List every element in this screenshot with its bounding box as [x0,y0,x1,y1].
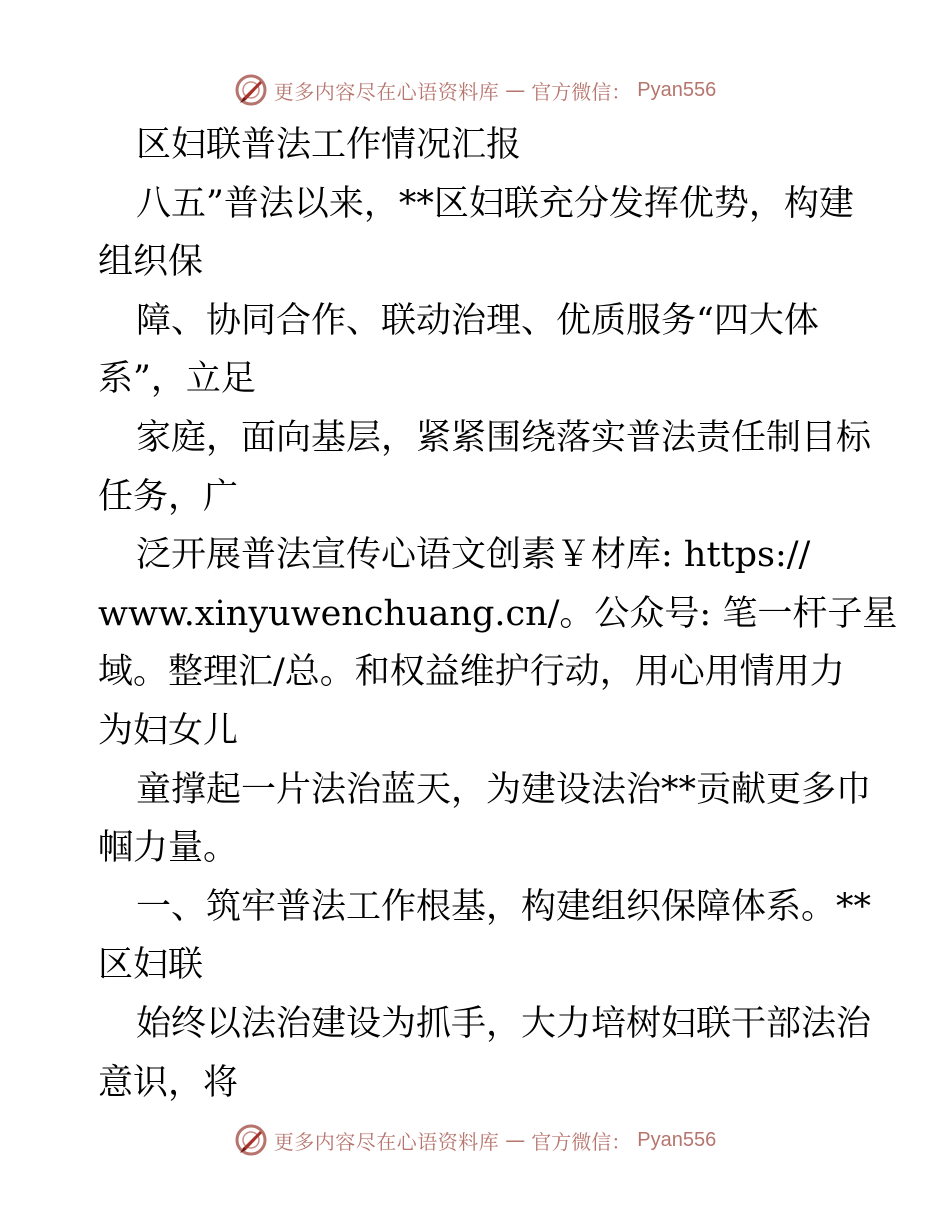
paragraph-line: 域。整理汇/总。和权益维护行动，用心用情用力 [98,652,845,693]
watermark-text: 更多内容尽在心语资料库 [273,1129,500,1154]
paragraph-line: 组织保 [98,242,204,283]
section-heading-line: 区妇联 [98,945,204,986]
watermark-wechat-id: Pyan556 [637,78,717,101]
paragraph-line: www.xinyuwenchuang.cn/。公众号: 笔一杆子星 [98,593,898,634]
paragraph-line: 为妇女儿 [98,710,239,751]
footer-watermark [0,1120,950,1160]
paragraph-line: 始终以法治建设为抓手，大力培树妇联干部法治 [136,1003,872,1044]
document-title: 区妇联普法工作情况汇报 [136,125,522,165]
paragraph-line: 障、协同合作、联动治理、优质服务“四大体 [136,300,819,341]
paragraph-line: 帼力量。 [98,828,239,869]
watermark-wechat-id: Pyan556 [637,1128,717,1151]
quill-pen-logo-icon [234,73,268,107]
watermark-text: 更多内容尽在心语资料库 [273,79,500,104]
paragraph-line: 任务，广 [98,476,239,517]
header-watermark [0,70,950,110]
paragraph-line: 泛开展普法宣传心语文创素￥材库: https:// [136,535,811,576]
watermark-wechat-label: 官方微信： [531,79,632,104]
paragraph-line: 家庭，面向基层，紧紧围绕落实普法责任制目标 [136,417,872,458]
paragraph-line: 童撑起一片法治蓝天，为建设法治**贡献更多巾 [136,769,872,810]
paragraph-line: 八五”普法以来，**区妇联充分发挥优势，构建 [136,183,854,224]
paragraph-line: 系”，立足 [98,359,256,400]
document-body [98,116,898,1112]
section-heading-line: 一、筑牢普法工作根基，构建组织保障体系。** [136,886,872,927]
paragraph-line: 意识，将 [98,1062,239,1103]
watermark-separator: — [505,1128,526,1152]
watermark-separator: — [505,78,526,102]
watermark-wechat-label: 官方微信： [531,1129,632,1154]
quill-pen-logo-icon [234,1123,268,1157]
